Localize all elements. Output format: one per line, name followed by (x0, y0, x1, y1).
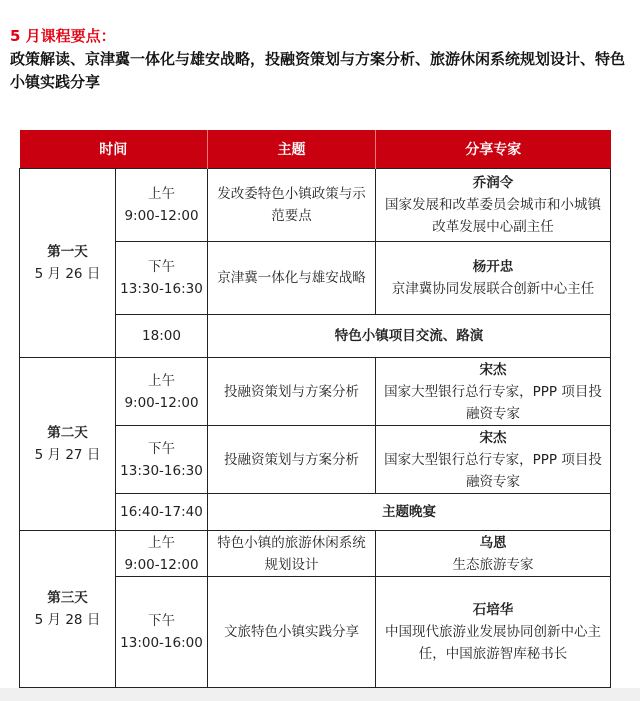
time-range: 9:00-12:00 (124, 556, 199, 573)
expert-name: 宋杰 (479, 429, 507, 446)
time-cell (116, 358, 208, 426)
time-cell: 18:00 (116, 315, 208, 358)
schedule-table (19, 130, 611, 688)
expert-cell (376, 577, 611, 688)
bottom-divider (0, 688, 640, 701)
table-row (20, 358, 611, 426)
expert-name: 石培华 (472, 602, 514, 618)
expert-title: 国家大型银行总行专家，PPP 项目投融资专家 (384, 451, 602, 490)
expert-title: 中国现代旅游业发展协同创新中心主任，中国旅游智库秘书长 (385, 624, 601, 662)
day-date: 5 月 28 日 (34, 612, 101, 628)
expert-title: 国家大型银行总行专家，PPP 项目投融资专家 (384, 383, 602, 422)
period-label: 上午 (148, 534, 175, 551)
day-name: 第二天 (47, 425, 88, 441)
topic-cell: 发改委特色小镇政策与示范要点 (208, 169, 376, 242)
expert-cell (376, 358, 611, 426)
header-topic: 主题 (208, 130, 376, 169)
course-summary: 政策解读、京津冀一体化与雄安战略，投融资策划与方案分析、旅游休闲系统规划设计、特色小镇实践分享 (10, 50, 626, 91)
time-range: 13:30-16:30 (120, 281, 203, 297)
period-label: 上午 (148, 372, 175, 389)
table-row (20, 531, 611, 577)
time-cell (116, 426, 208, 494)
time-cell (116, 169, 208, 242)
day-name: 第三天 (47, 590, 88, 606)
period-label: 上午 (148, 186, 175, 202)
day-name: 第一天 (47, 244, 88, 260)
time-range: 13:00-16:00 (120, 635, 203, 651)
topic-cell: 投融资策划与方案分析 (208, 426, 376, 494)
period-label: 下午 (148, 613, 175, 629)
expert-name: 宋杰 (479, 361, 507, 378)
day-date: 5 月 27 日 (34, 447, 101, 463)
month-title: 5 月课程要点： (10, 27, 116, 45)
event-cell: 特色小镇项目交流、路演 (208, 315, 611, 358)
topic-cell: 投融资策划与方案分析 (208, 358, 376, 426)
period-label: 下午 (148, 259, 175, 275)
period-label: 下午 (148, 440, 175, 457)
time-range: 9:00-12:00 (124, 394, 199, 411)
expert-cell (376, 531, 611, 577)
expert-cell (376, 242, 611, 315)
topic-cell: 京津冀一体化与雄安战略 (208, 242, 376, 315)
expert-cell (376, 426, 611, 494)
expert-title: 生态旅游专家 (452, 556, 534, 573)
course-heading (10, 26, 630, 94)
expert-title: 国家发展和改革委员会城市和小城镇改革发展中心副主任 (385, 197, 601, 235)
topic-cell: 文旅特色小镇实践分享 (208, 577, 376, 688)
day-cell (20, 169, 116, 358)
expert-name: 杨开忠 (472, 259, 514, 275)
time-cell (116, 577, 208, 688)
table-header-row (20, 130, 611, 169)
day-cell (20, 531, 116, 688)
time-cell (116, 531, 208, 577)
header-expert: 分享专家 (376, 130, 611, 169)
expert-cell (376, 169, 611, 242)
expert-name: 乌恩 (479, 534, 507, 551)
day-date: 5 月 26 日 (34, 266, 101, 282)
table-row (20, 169, 611, 242)
topic-cell: 特色小镇的旅游休闲系统规划设计 (208, 531, 376, 577)
time-range: 9:00-12:00 (124, 208, 199, 224)
time-cell: 16:40-17:40 (116, 494, 208, 531)
header-time: 时间 (20, 130, 208, 169)
expert-name: 乔润令 (472, 175, 514, 191)
expert-title: 京津冀协同发展联合创新中心主任 (391, 281, 595, 297)
event-cell: 主题晚宴 (208, 494, 611, 531)
time-range: 13:30-16:30 (120, 462, 203, 479)
day-cell (20, 358, 116, 531)
time-cell (116, 242, 208, 315)
